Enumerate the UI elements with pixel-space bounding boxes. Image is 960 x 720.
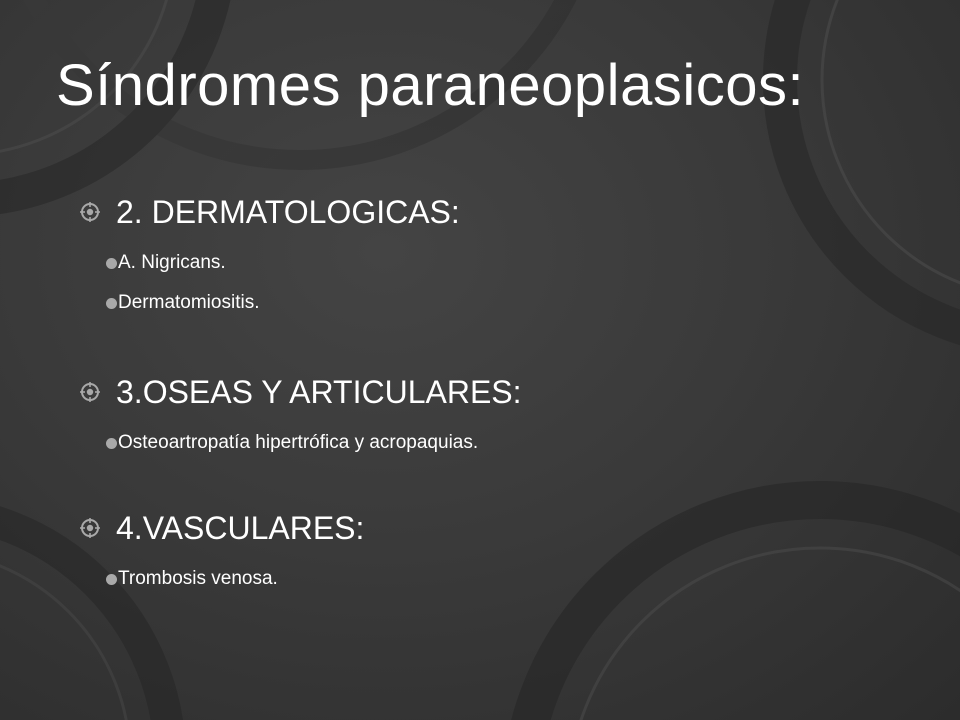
sub-bullet-text: Dermatomiositis. <box>118 292 260 313</box>
target-bullet-icon <box>80 382 100 402</box>
slide-body <box>80 190 920 590</box>
sub-bullet-item <box>80 292 920 314</box>
bullet-heading <box>80 190 920 234</box>
sub-bullet-text: Trombosis venosa. <box>118 568 278 589</box>
sub-bullet-list <box>80 432 920 454</box>
section-heading: 3.OSEAS Y ARTICULARES: <box>116 374 522 410</box>
bullet-heading <box>80 506 920 550</box>
dot-bullet-icon <box>106 298 117 309</box>
sub-bullet-text: A. Nigricans. <box>118 252 226 273</box>
section-oseas-articulares <box>80 370 920 454</box>
sub-bullet-list <box>80 568 920 590</box>
section-dermatologicas <box>80 190 920 314</box>
bullet-heading <box>80 370 920 414</box>
target-bullet-icon <box>80 518 100 538</box>
dot-bullet-icon <box>106 438 117 449</box>
sub-bullet-item <box>80 432 920 454</box>
sub-bullet-item <box>80 252 920 274</box>
target-bullet-icon <box>80 202 100 222</box>
dot-bullet-icon <box>106 574 117 585</box>
dot-bullet-icon <box>106 258 117 269</box>
sub-bullet-text: Osteoartropatía hipertrófica y acropaquias. <box>118 432 479 453</box>
sub-bullet-list <box>80 252 920 314</box>
section-heading: 4.VASCULARES: <box>116 510 365 546</box>
section-heading: 2. DERMATOLOGICAS: <box>116 194 460 230</box>
section-vasculares <box>80 506 920 590</box>
sub-bullet-item <box>80 568 920 590</box>
slide-title: Síndromes paraneoplasicos: <box>56 53 805 118</box>
